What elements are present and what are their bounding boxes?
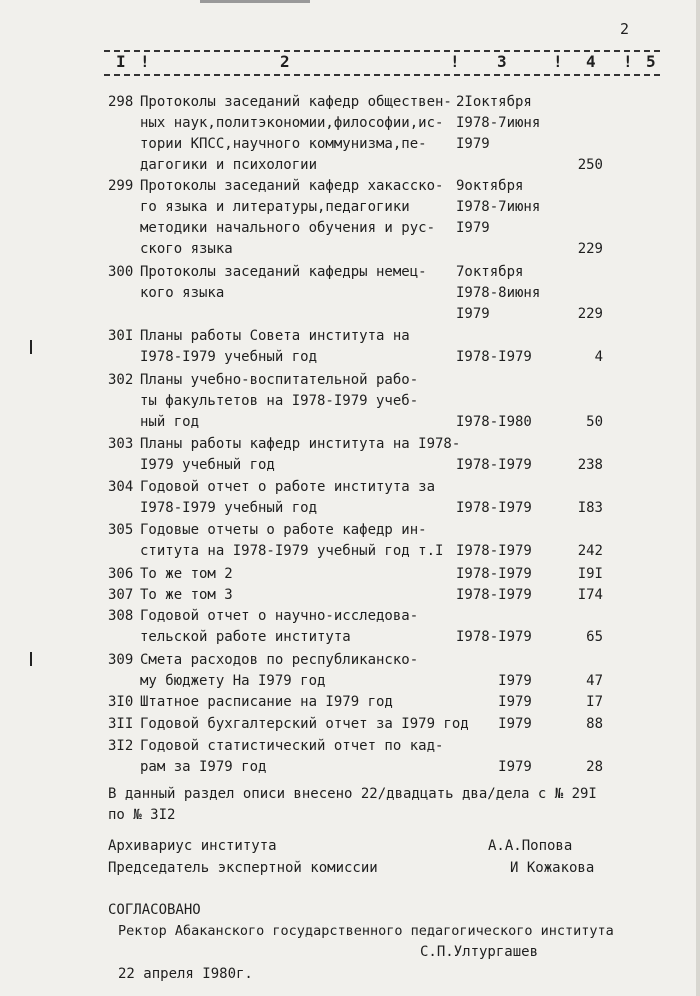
entry-number: 307	[108, 587, 134, 603]
entry-title: Годовой отчет о научно-исследова- тельской работе института	[140, 608, 419, 645]
entry-title: Годовой отчет о работе института за I978-I979 учебный год	[140, 479, 436, 516]
entry-date: I978-I979	[456, 543, 532, 559]
header-rule-bottom	[104, 74, 660, 76]
entry-date: I978-7июня	[456, 199, 541, 215]
entry-sheet-count: 65	[586, 629, 603, 645]
entry-title: То же том 3	[140, 587, 233, 603]
entry-title: Планы учебно-воспитательной рабо- ты факультетов на I978-I979 учеб- ный год	[140, 372, 419, 430]
entry-date: I979	[456, 694, 532, 710]
entry-number: 309	[108, 652, 134, 668]
entry-date: I979	[456, 716, 532, 732]
entry-date: I979	[456, 136, 490, 152]
entry-date: I978-I979	[456, 629, 532, 645]
entry-date: 9октября	[456, 178, 524, 194]
entry-number: 306	[108, 566, 134, 582]
entry-sheet-count: 229	[577, 306, 603, 322]
scan-artifact	[200, 0, 310, 3]
entry-title: Смета расходов по республиканско- му бюджету На I979 год	[140, 652, 419, 689]
entry-sheet-count: 242	[577, 543, 603, 559]
approval-line: Ректор Абаканского государственного педагогического института	[118, 923, 614, 939]
column-header-5: 5	[646, 52, 656, 71]
column-header-1: I	[116, 52, 126, 71]
entry-date: 2Iоктября	[456, 94, 532, 110]
entry-number: 299	[108, 178, 134, 194]
entry-number: 30I	[108, 328, 134, 344]
entry-number: 302	[108, 372, 134, 388]
column-separator: !	[450, 52, 460, 71]
column-separator: !	[553, 52, 563, 71]
entry-date: I978-I979	[456, 500, 532, 516]
entry-date: I979	[456, 759, 532, 775]
entry-date: I978-7июня	[456, 115, 541, 131]
entry-sheet-count: I74	[577, 587, 603, 603]
entry-number: 3I2	[108, 738, 134, 754]
entry-title: Протоколы заседаний кафедр обществен- ных наук,политэкономии,философии,ис- тории КПСС,научного коммунизма,пе- дагогики и психологии	[140, 94, 452, 173]
entry-title: Протоколы заседаний кафедр хакасско- го языка и литературы,педагогики методики начального обучения и рус- ского языка	[140, 178, 444, 257]
entry-title: Планы работы кафедр института на I978- I979 учебный год	[140, 436, 461, 473]
entry-title: Протоколы заседаний кафедры немец- кого языка	[140, 264, 427, 301]
entry-sheet-count: 4	[594, 349, 603, 365]
entry-number: 305	[108, 522, 134, 538]
entry-sheet-count: I7	[586, 694, 603, 710]
entry-number: 298	[108, 94, 134, 110]
entry-date: I979	[456, 306, 490, 322]
entry-sheet-count: 47	[586, 673, 603, 689]
summary-line: по № 3I2	[108, 807, 176, 823]
column-header-4: 4	[586, 52, 596, 71]
entry-date: 7октября	[456, 264, 524, 280]
entry-date: I978-8июня	[456, 285, 541, 301]
signature-name: И Кожакова	[510, 860, 595, 876]
approval-heading: СОГЛАСОВАНО	[108, 902, 201, 918]
entry-sheet-count: 238	[577, 457, 603, 473]
entry-title: Планы работы Совета института на I978-I979 учебный год	[140, 328, 410, 365]
entry-date: I978-I979	[456, 566, 532, 582]
column-header-3: 3	[497, 52, 507, 71]
column-header-2: 2	[280, 52, 290, 71]
header-rule-top	[104, 50, 660, 52]
margin-mark	[30, 340, 32, 354]
entry-title: Годовой статистический отчет по кад- рам за I979 год	[140, 738, 444, 775]
signature-role: Архивариус института	[108, 838, 277, 854]
entry-sheet-count: 250	[577, 157, 603, 173]
entry-date: I978-I980	[456, 414, 532, 430]
entry-sheet-count: I9I	[577, 566, 603, 582]
entry-number: 3II	[108, 716, 134, 732]
entry-title: Штатное расписание на I979 год	[140, 694, 393, 710]
entry-date: I978-I979	[456, 587, 532, 603]
entry-title: Годовой бухгалтерский отчет за I979 год	[140, 716, 469, 732]
entry-sheet-count: 229	[577, 241, 603, 257]
entry-number: 3I0	[108, 694, 134, 710]
page-edge-shadow	[696, 0, 700, 996]
signature-role: Председатель экспертной комиссии	[108, 860, 378, 876]
entry-sheet-count: 28	[586, 759, 603, 775]
entry-date: I978-I979	[456, 457, 532, 473]
entry-number: 303	[108, 436, 134, 452]
entry-number: 300	[108, 264, 134, 280]
entry-sheet-count: 88	[586, 716, 603, 732]
summary-line: В данный раздел описи внесено 22/двадцать два/дела с № 29I	[108, 786, 597, 802]
entry-sheet-count: I83	[577, 500, 603, 516]
entry-sheet-count: 50	[586, 414, 603, 430]
entry-number: 304	[108, 479, 134, 495]
page-number: 2	[620, 20, 630, 38]
entry-date: I979	[456, 220, 490, 236]
entry-date: I979	[456, 673, 532, 689]
entry-date: I978-I979	[456, 349, 532, 365]
column-separator: !	[140, 52, 150, 71]
entry-number: 308	[108, 608, 134, 624]
entry-title: Годовые отчеты о работе кафедр ин- ститута на I978-I979 учебный год т.I	[140, 522, 444, 559]
approval-date: 22 апреля I980г.	[118, 966, 253, 982]
entry-title: То же том 2	[140, 566, 233, 582]
margin-mark	[30, 652, 32, 666]
approval-name: С.П.Ултургашев	[420, 944, 539, 960]
column-separator: !	[623, 52, 633, 71]
signature-name: А.А.Попова	[488, 838, 573, 854]
